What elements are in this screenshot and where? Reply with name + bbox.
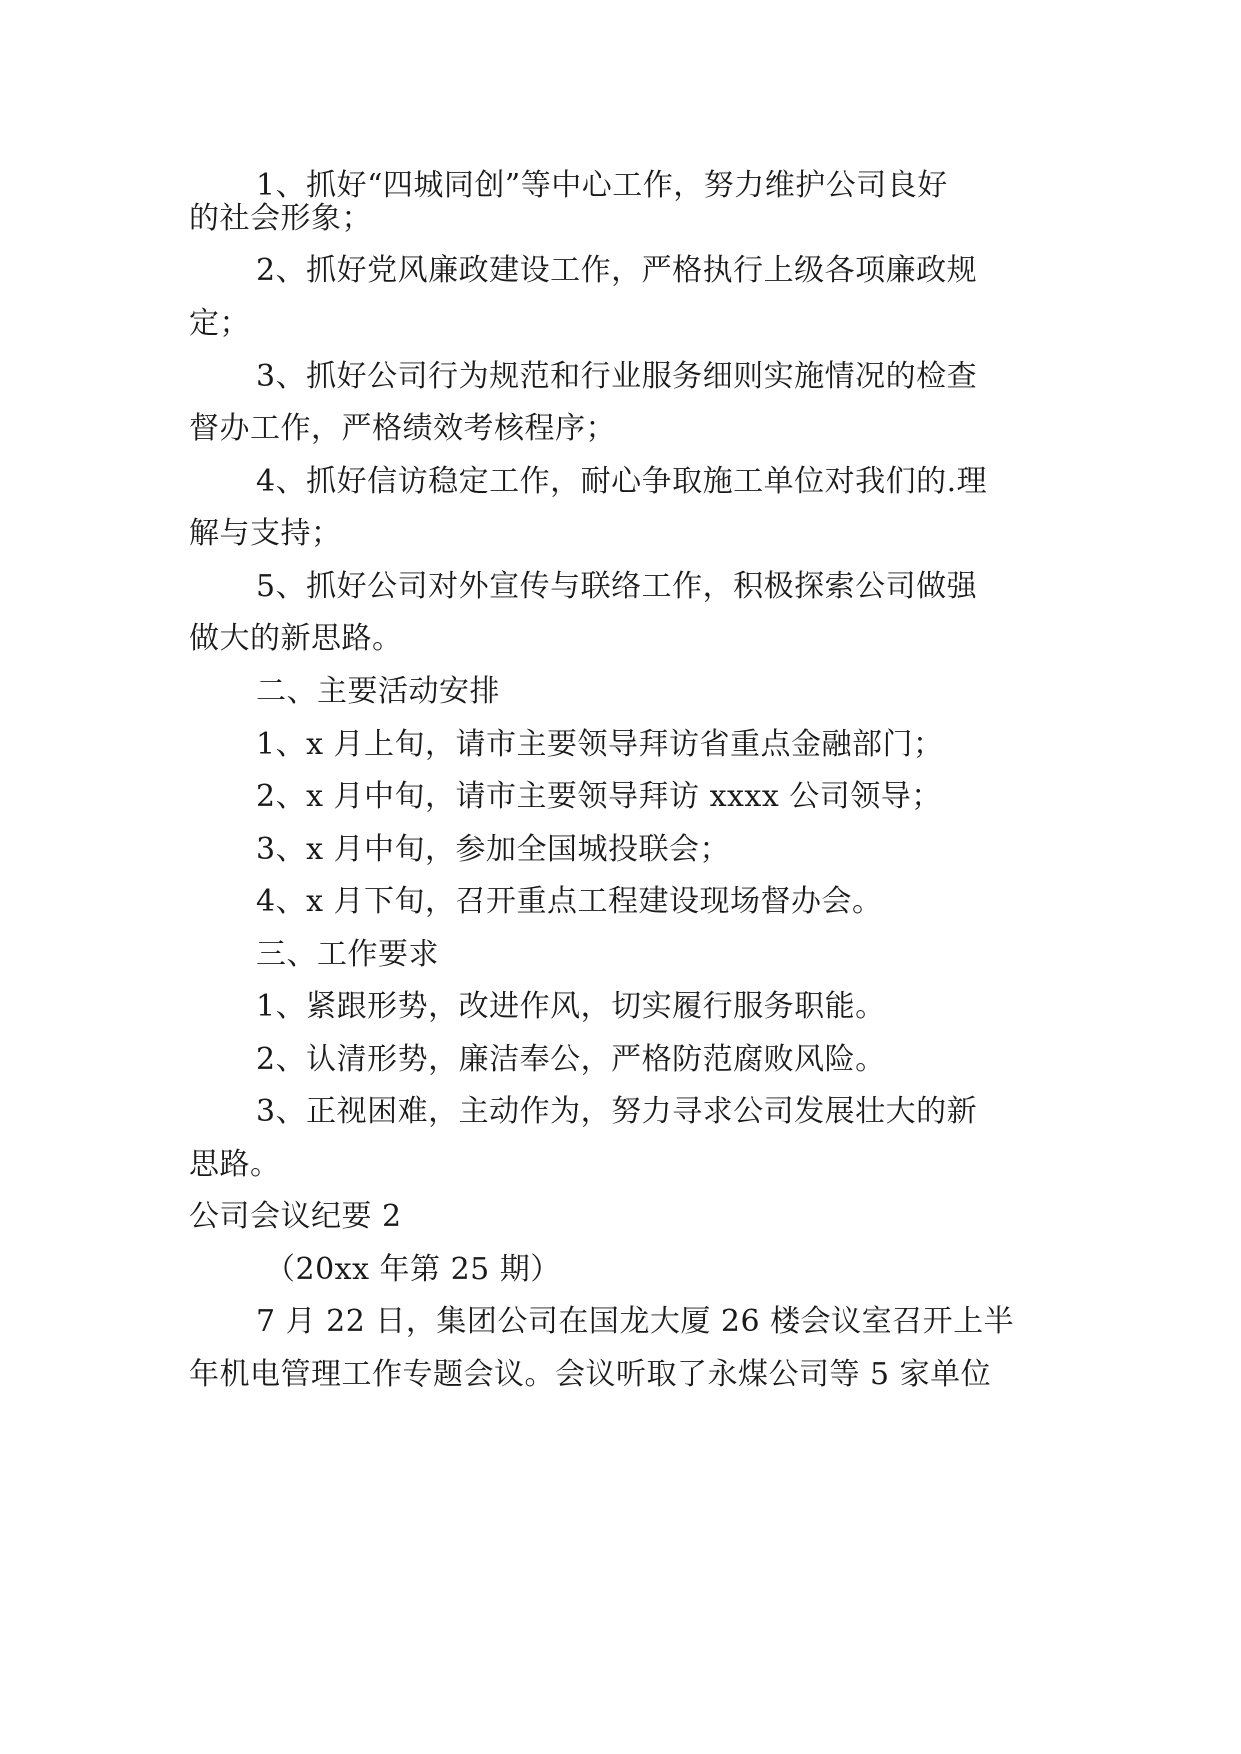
requirement-1: 1、紧跟形势，改进作风，切实履行服务职能。 — [256, 989, 886, 1024]
requirement-3-line-2: 思路。 — [189, 1147, 281, 1182]
item-5-line-1: 5、抓好公司对外宣传与联络工作，积极探索公司做强 — [256, 569, 978, 604]
item-1-line-1: 1、抓好“四城同创”等中心工作，努力维护公司良好 — [256, 168, 948, 203]
section-2-heading: 二、主要活动安排 — [256, 674, 500, 709]
activity-1: 1、x 月上旬，请市主要领导拜访省重点金融部门； — [256, 727, 944, 762]
item-1-line-2: 的社会形象； — [189, 201, 372, 236]
requirement-3-line-1: 3、正视困难，主动作为，努力寻求公司发展壮大的新 — [256, 1094, 978, 1129]
item-3-line-2: 督办工作，严格绩效考核程序； — [189, 411, 616, 446]
activity-3: 3、x 月中旬，参加全国城投联会； — [256, 832, 731, 867]
requirement-2: 2、认清形势，廉洁奉公，严格防范腐败风险。 — [256, 1042, 886, 1077]
item-4-line-2: 解与支持； — [189, 516, 342, 551]
item-5-line-2: 做大的新思路。 — [189, 621, 403, 656]
activity-4: 4、x 月下旬，召开重点工程建设现场督办会。 — [256, 884, 883, 919]
minutes-title: 公司会议纪要 2 — [189, 1199, 402, 1234]
item-2-line-1: 2、抓好党风廉政建设工作，严格执行上级各项廉政规 — [256, 253, 978, 288]
section-3-heading: 三、工作要求 — [256, 937, 439, 972]
meeting-paragraph-line-2: 年机电管理工作专题会议。会议听取了永煤公司等 5 家单位 — [189, 1357, 992, 1392]
item-2-line-2: 定； — [189, 306, 250, 341]
issue-number: （20xx 年第 25 期） — [265, 1252, 561, 1287]
activity-2: 2、x 月中旬，请市主要领导拜访 xxxx 公司领导； — [256, 779, 942, 814]
item-3-line-1: 3、抓好公司行为规范和行业服务细则实施情况的检查 — [256, 359, 978, 394]
item-4-line-1: 4、抓好信访稳定工作，耐心争取施工单位对我们的.理 — [256, 464, 988, 499]
meeting-paragraph-line-1: 7 月 22 日，集团公司在国龙大厦 26 楼会议室召开上半 — [256, 1304, 1015, 1339]
